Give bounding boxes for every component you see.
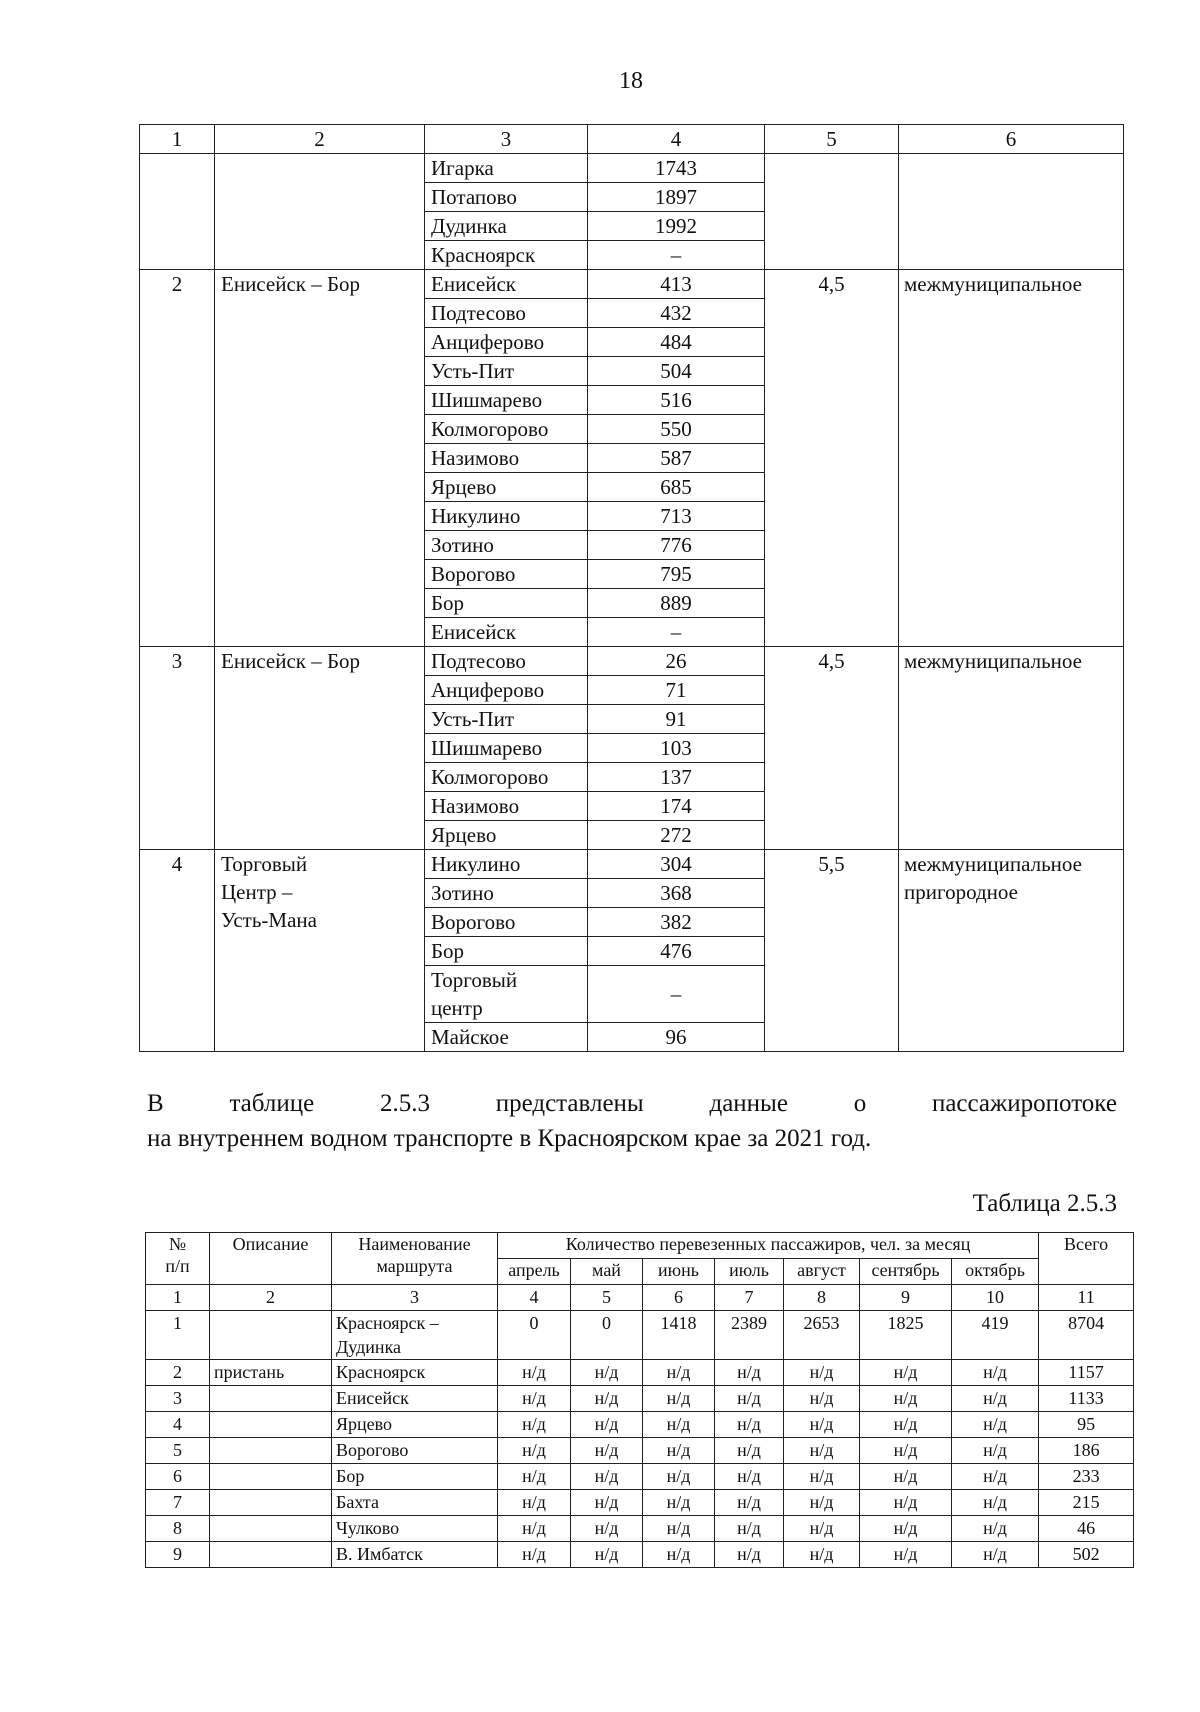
month-value: н/д — [952, 1438, 1039, 1464]
month-value: 2653 — [784, 1311, 860, 1360]
stop-name: Зотино — [425, 531, 588, 560]
month-value: н/д — [860, 1386, 952, 1412]
month-value: н/д — [860, 1464, 952, 1490]
stop-name: Анциферово — [425, 328, 588, 357]
distance-km: 368 — [588, 879, 765, 908]
month-value: н/д — [784, 1542, 860, 1568]
cell-line: Торговый — [431, 968, 518, 992]
route-number: 2 — [140, 270, 215, 647]
month-value: 1825 — [860, 1311, 952, 1360]
month-value: н/д — [571, 1542, 643, 1568]
header-month: июнь — [643, 1259, 715, 1285]
row-description — [210, 1311, 332, 1360]
month-value: н/д — [498, 1464, 571, 1490]
month-value: н/д — [498, 1516, 571, 1542]
month-value: н/д — [643, 1464, 715, 1490]
row-description: пристань — [210, 1360, 332, 1386]
distance-km: 71 — [588, 676, 765, 705]
row-route-name: Красноярск — [332, 1360, 498, 1386]
header-quantity: Количество перевезенных пассажиров, чел. за месяц — [498, 1233, 1039, 1259]
column-number: 6 — [643, 1285, 715, 1311]
cell-line: пригородное — [904, 880, 1018, 904]
row-description — [210, 1438, 332, 1464]
stop-name: Бор — [425, 589, 588, 618]
paragraph-word: представлены — [495, 1090, 644, 1117]
cell-line: Торговый — [221, 852, 308, 876]
paragraph-word: данные — [709, 1090, 788, 1117]
stop-name: Потапово — [425, 183, 588, 212]
month-value: н/д — [715, 1464, 784, 1490]
stop-name: Енисейск — [425, 270, 588, 299]
table-row — [140, 647, 1124, 676]
stop-name: Ярцево — [425, 473, 588, 502]
cell-line: Центр – — [221, 880, 293, 904]
stop-name: Колмогорово — [425, 763, 588, 792]
stop-name: Ворогово — [425, 908, 588, 937]
distance-km: 174 — [588, 792, 765, 821]
month-value: н/д — [952, 1464, 1039, 1490]
stop-name: Подтесово — [425, 647, 588, 676]
route-number — [140, 154, 215, 270]
stop-name: Никулино — [425, 850, 588, 879]
column-number: 4 — [498, 1285, 571, 1311]
month-value: н/д — [860, 1360, 952, 1386]
distance-km: 795 — [588, 560, 765, 589]
table-row — [146, 1386, 1134, 1412]
month-value: н/д — [571, 1360, 643, 1386]
table-caption: Таблица 2.5.3 — [972, 1190, 1117, 1217]
column-number-row — [146, 1285, 1134, 1311]
distance-km: 550 — [588, 415, 765, 444]
month-value: н/д — [571, 1438, 643, 1464]
distance-km: 26 — [588, 647, 765, 676]
distance-km: – — [588, 618, 765, 647]
paragraph-line-2: на внутреннем водном транспорте в Красноярском крае за 2021 год. — [147, 1125, 872, 1152]
month-value: н/д — [952, 1490, 1039, 1516]
row-number: 1 — [146, 1311, 210, 1360]
cell-line: межмуниципальное — [904, 852, 1082, 876]
distance-km: 685 — [588, 473, 765, 502]
month-value: н/д — [784, 1360, 860, 1386]
month-value: н/д — [571, 1464, 643, 1490]
distance-km: 889 — [588, 589, 765, 618]
route-name: Енисейск – Бор — [215, 647, 425, 850]
month-value: н/д — [643, 1438, 715, 1464]
route-name — [215, 850, 425, 1052]
distance-km: 432 — [588, 299, 765, 328]
stop-name: Шишмарево — [425, 386, 588, 415]
distance-km: 413 — [588, 270, 765, 299]
row-number: 6 — [146, 1464, 210, 1490]
stop-name — [425, 966, 588, 1023]
row-total: 8704 — [1039, 1311, 1134, 1360]
month-value: 1418 — [643, 1311, 715, 1360]
table-row — [146, 1311, 1134, 1360]
distance-km: 587 — [588, 444, 765, 473]
distance-km: 484 — [588, 328, 765, 357]
month-value: н/д — [498, 1412, 571, 1438]
column-number: 11 — [1039, 1285, 1134, 1311]
header-route-name — [332, 1233, 498, 1285]
row-total: 1133 — [1039, 1386, 1134, 1412]
paragraph-word: 2.5.3 — [379, 1090, 430, 1117]
route-type: межмуниципальное — [899, 270, 1124, 647]
paragraph-word: о — [853, 1090, 867, 1117]
month-value: н/д — [784, 1464, 860, 1490]
stop-name: Красноярск — [425, 241, 588, 270]
month-value: н/д — [952, 1412, 1039, 1438]
distance-km: – — [588, 966, 765, 1023]
route-type: межмуниципальное — [899, 647, 1124, 850]
header-month: апрель — [498, 1259, 571, 1285]
row-description — [210, 1386, 332, 1412]
month-value: н/д — [715, 1490, 784, 1516]
header-month: август — [784, 1259, 860, 1285]
month-value: н/д — [498, 1438, 571, 1464]
row-total: 1157 — [1039, 1360, 1134, 1386]
cell-line: Усть-Мана — [221, 908, 317, 932]
month-value: н/д — [952, 1360, 1039, 1386]
stop-name: Никулино — [425, 502, 588, 531]
month-value: 0 — [571, 1311, 643, 1360]
column-number: 4 — [588, 125, 765, 154]
route-name — [215, 154, 425, 270]
row-route-name: Чулково — [332, 1516, 498, 1542]
row-total: 233 — [1039, 1464, 1134, 1490]
column-number: 1 — [146, 1285, 210, 1311]
month-value: н/д — [952, 1386, 1039, 1412]
stop-name: Дудинка — [425, 212, 588, 241]
cell-line: центр — [431, 996, 483, 1020]
distance-km: 1992 — [588, 212, 765, 241]
row-total: 502 — [1039, 1542, 1134, 1568]
column-number: 5 — [765, 125, 899, 154]
paragraph-word: таблице — [229, 1090, 315, 1117]
month-value: н/д — [498, 1386, 571, 1412]
month-value: н/д — [860, 1516, 952, 1542]
passenger-flow-table — [145, 1232, 1134, 1568]
distance-km: 1897 — [588, 183, 765, 212]
row-number: 8 — [146, 1516, 210, 1542]
table-row — [146, 1516, 1134, 1542]
stop-name: Майское — [425, 1023, 588, 1052]
speed: 4,5 — [765, 647, 899, 850]
column-number: 8 — [784, 1285, 860, 1311]
distance-km: 304 — [588, 850, 765, 879]
distance-km: 776 — [588, 531, 765, 560]
month-value: н/д — [952, 1516, 1039, 1542]
stop-name: Подтесово — [425, 299, 588, 328]
month-value: н/д — [784, 1438, 860, 1464]
stop-name: Колмогорово — [425, 415, 588, 444]
distance-km: 1743 — [588, 154, 765, 183]
month-value: н/д — [715, 1438, 784, 1464]
distance-km: 137 — [588, 763, 765, 792]
route-number: 4 — [140, 850, 215, 1052]
month-value: н/д — [784, 1412, 860, 1438]
month-value: н/д — [860, 1438, 952, 1464]
month-value: н/д — [498, 1360, 571, 1386]
column-number: 2 — [215, 125, 425, 154]
month-value: н/д — [715, 1542, 784, 1568]
month-value: н/д — [498, 1542, 571, 1568]
header-row — [146, 1233, 1134, 1259]
row-description — [210, 1464, 332, 1490]
row-number: 9 — [146, 1542, 210, 1568]
month-value: н/д — [643, 1386, 715, 1412]
paragraph-word: В — [147, 1090, 164, 1117]
month-value: н/д — [784, 1386, 860, 1412]
distance-km: 504 — [588, 357, 765, 386]
stop-name: Усть-Пит — [425, 705, 588, 734]
distance-km: 96 — [588, 1023, 765, 1052]
month-value: н/д — [784, 1516, 860, 1542]
row-total: 186 — [1039, 1438, 1134, 1464]
row-route-name: В. Имбатск — [332, 1542, 498, 1568]
row-description — [210, 1412, 332, 1438]
routes-table — [139, 124, 1124, 1052]
month-value: н/д — [571, 1412, 643, 1438]
distance-km: – — [588, 241, 765, 270]
month-value: н/д — [643, 1516, 715, 1542]
row-route-name: Ярцево — [332, 1412, 498, 1438]
month-value: н/д — [643, 1542, 715, 1568]
row-number: 2 — [146, 1360, 210, 1386]
stop-name: Игарка — [425, 154, 588, 183]
stop-name: Ярцево — [425, 821, 588, 850]
month-value: н/д — [715, 1412, 784, 1438]
row-number: 5 — [146, 1438, 210, 1464]
row-route-name: Енисейск — [332, 1386, 498, 1412]
cell-line: Красноярск – — [336, 1313, 439, 1333]
header-month: сентябрь — [860, 1259, 952, 1285]
stop-name: Енисейск — [425, 618, 588, 647]
month-value: н/д — [643, 1412, 715, 1438]
month-value: н/д — [571, 1490, 643, 1516]
route-number: 3 — [140, 647, 215, 850]
route-type — [899, 154, 1124, 270]
month-value: н/д — [715, 1386, 784, 1412]
column-number: 3 — [425, 125, 588, 154]
header-number — [146, 1233, 210, 1285]
column-number: 5 — [571, 1285, 643, 1311]
row-number: 7 — [146, 1490, 210, 1516]
header-text: маршрута — [376, 1256, 453, 1276]
column-number: 2 — [210, 1285, 332, 1311]
column-number: 1 — [140, 125, 215, 154]
route-type — [899, 850, 1124, 1052]
distance-km: 713 — [588, 502, 765, 531]
header-month: октябрь — [952, 1259, 1039, 1285]
row-route-name — [332, 1311, 498, 1360]
stop-name: Назимово — [425, 444, 588, 473]
row-route-name: Бахта — [332, 1490, 498, 1516]
header-total: Всего — [1039, 1233, 1134, 1285]
row-total: 215 — [1039, 1490, 1134, 1516]
cell-line: Дудинка — [336, 1337, 402, 1357]
column-number: 7 — [715, 1285, 784, 1311]
distance-km: 91 — [588, 705, 765, 734]
stop-name: Шишмарево — [425, 734, 588, 763]
header-month: июль — [715, 1259, 784, 1285]
table-row — [146, 1360, 1134, 1386]
row-number: 4 — [146, 1412, 210, 1438]
distance-km: 476 — [588, 937, 765, 966]
month-value: н/д — [952, 1542, 1039, 1568]
column-number: 6 — [899, 125, 1124, 154]
month-value: н/д — [784, 1490, 860, 1516]
stop-name: Назимово — [425, 792, 588, 821]
month-value: н/д — [498, 1490, 571, 1516]
row-number: 3 — [146, 1386, 210, 1412]
month-value: 0 — [498, 1311, 571, 1360]
month-value: н/д — [860, 1542, 952, 1568]
speed: 5,5 — [765, 850, 899, 1052]
stop-name: Ворогово — [425, 560, 588, 589]
table-row — [140, 850, 1124, 879]
paragraph-line-1 — [147, 1086, 1117, 1121]
month-value: 2389 — [715, 1311, 784, 1360]
speed — [765, 154, 899, 270]
row-route-name: Бор — [332, 1464, 498, 1490]
table-row — [146, 1412, 1134, 1438]
stop-name: Усть-Пит — [425, 357, 588, 386]
stop-name: Бор — [425, 937, 588, 966]
table-row — [146, 1464, 1134, 1490]
distance-km: 382 — [588, 908, 765, 937]
month-value: н/д — [571, 1386, 643, 1412]
month-value: 419 — [952, 1311, 1039, 1360]
header-month: май — [571, 1259, 643, 1285]
paragraph-word: пассажиропотоке — [931, 1090, 1117, 1117]
stop-name: Зотино — [425, 879, 588, 908]
column-number: 9 — [860, 1285, 952, 1311]
table-row — [146, 1438, 1134, 1464]
header-description: Описание — [210, 1233, 332, 1285]
month-value: н/д — [860, 1412, 952, 1438]
row-total: 95 — [1039, 1412, 1134, 1438]
month-value: н/д — [643, 1360, 715, 1386]
column-number: 10 — [952, 1285, 1039, 1311]
table-row — [140, 154, 1124, 183]
table-row — [146, 1542, 1134, 1568]
month-value: н/д — [643, 1490, 715, 1516]
distance-km: 272 — [588, 821, 765, 850]
row-description — [210, 1516, 332, 1542]
row-total: 46 — [1039, 1516, 1134, 1542]
intro-paragraph — [147, 1086, 1117, 1156]
header-text: Наименование — [358, 1234, 471, 1254]
row-description — [210, 1490, 332, 1516]
row-route-name: Ворогово — [332, 1438, 498, 1464]
month-value: н/д — [715, 1516, 784, 1542]
table-row — [146, 1490, 1134, 1516]
speed: 4,5 — [765, 270, 899, 647]
page-number: 18 — [619, 68, 643, 94]
header-text: п/п — [165, 1256, 190, 1276]
month-value: н/д — [715, 1360, 784, 1386]
header-text: № — [168, 1234, 187, 1254]
month-value: н/д — [860, 1490, 952, 1516]
column-number: 3 — [332, 1285, 498, 1311]
month-value: н/д — [571, 1516, 643, 1542]
table-row — [140, 270, 1124, 299]
header-row — [140, 125, 1124, 154]
row-description — [210, 1542, 332, 1568]
distance-km: 516 — [588, 386, 765, 415]
distance-km: 103 — [588, 734, 765, 763]
stop-name: Анциферово — [425, 676, 588, 705]
route-name: Енисейск – Бор — [215, 270, 425, 647]
